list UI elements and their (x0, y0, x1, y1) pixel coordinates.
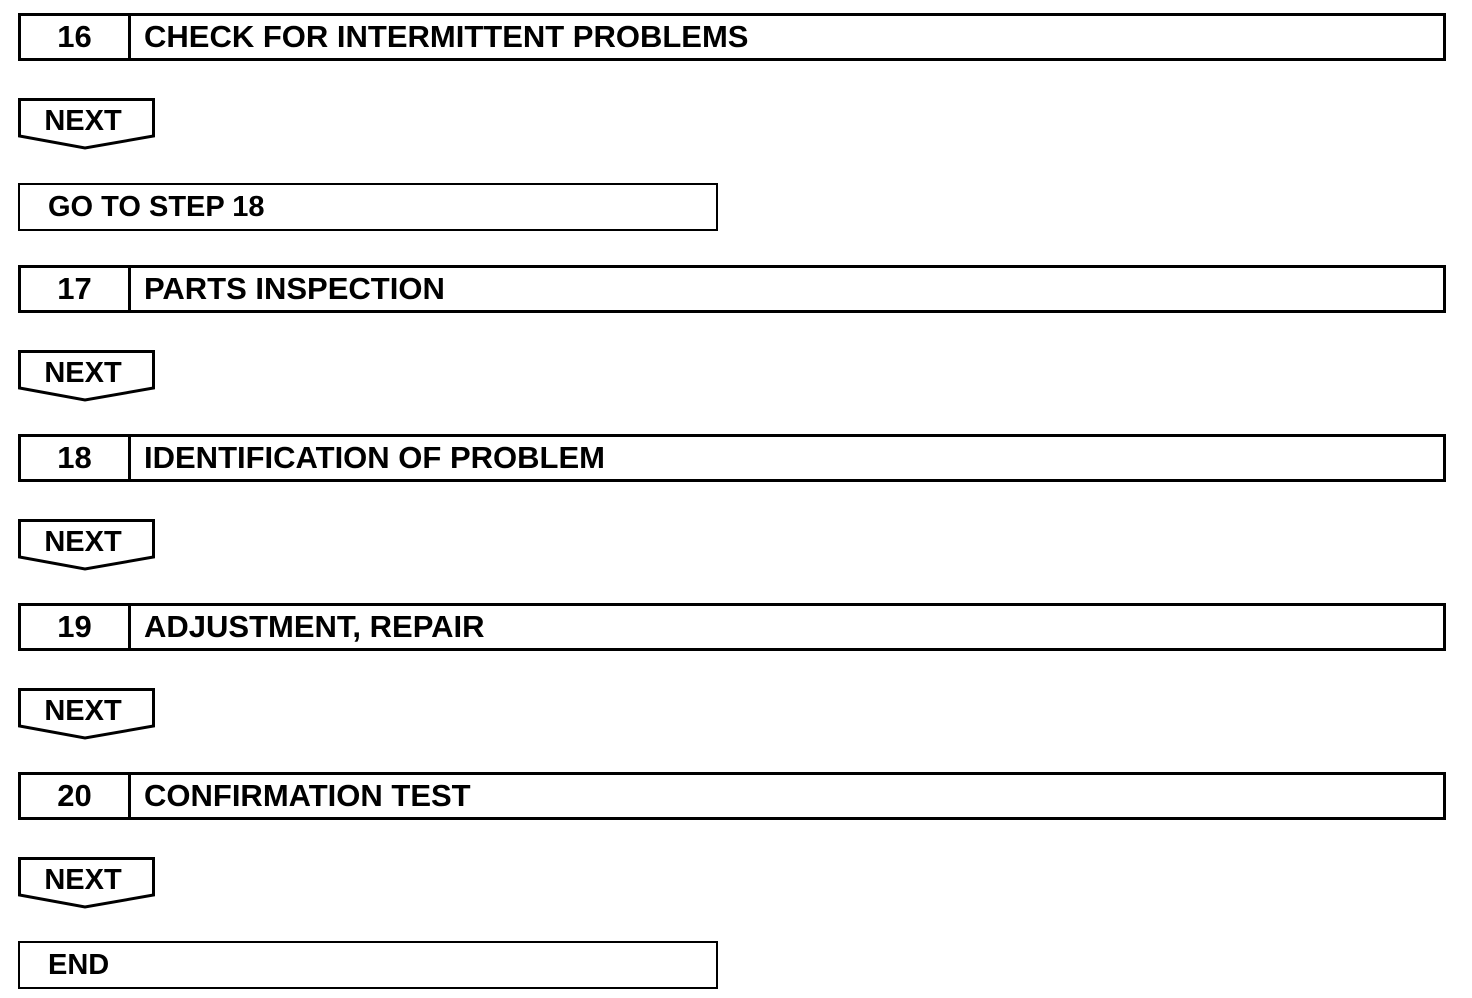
step-title: IDENTIFICATION OF PROBLEM (144, 440, 605, 475)
step-20-box (18, 772, 1446, 820)
step-19-box (18, 603, 1446, 651)
next-arrow (18, 857, 155, 909)
step-title: ADJUSTMENT, REPAIR (144, 609, 485, 644)
step-number: 20 (21, 775, 131, 817)
step-number: 19 (21, 606, 131, 648)
end-text: END (48, 948, 110, 981)
step-title: CHECK FOR INTERMITTENT PROBLEMS (144, 19, 749, 54)
goto-step-text: GO TO STEP 18 (48, 190, 265, 223)
next-label: NEXT (44, 105, 122, 137)
step-18-box (18, 434, 1446, 482)
next-arrow (18, 688, 155, 740)
step-number: 16 (21, 16, 131, 58)
step-number: 18 (21, 437, 131, 479)
step-number: 17 (21, 268, 131, 310)
next-label: NEXT (44, 695, 122, 727)
next-arrow (18, 98, 155, 150)
end-box (18, 941, 718, 989)
step-16-box (18, 13, 1446, 61)
next-arrow (18, 519, 155, 571)
next-arrow (18, 350, 155, 402)
next-label: NEXT (44, 864, 122, 896)
next-label: NEXT (44, 357, 122, 389)
next-label: NEXT (44, 526, 122, 558)
goto-step-note (18, 183, 718, 231)
step-17-box (18, 265, 1446, 313)
step-title: PARTS INSPECTION (144, 271, 445, 306)
step-title: CONFIRMATION TEST (144, 778, 471, 813)
